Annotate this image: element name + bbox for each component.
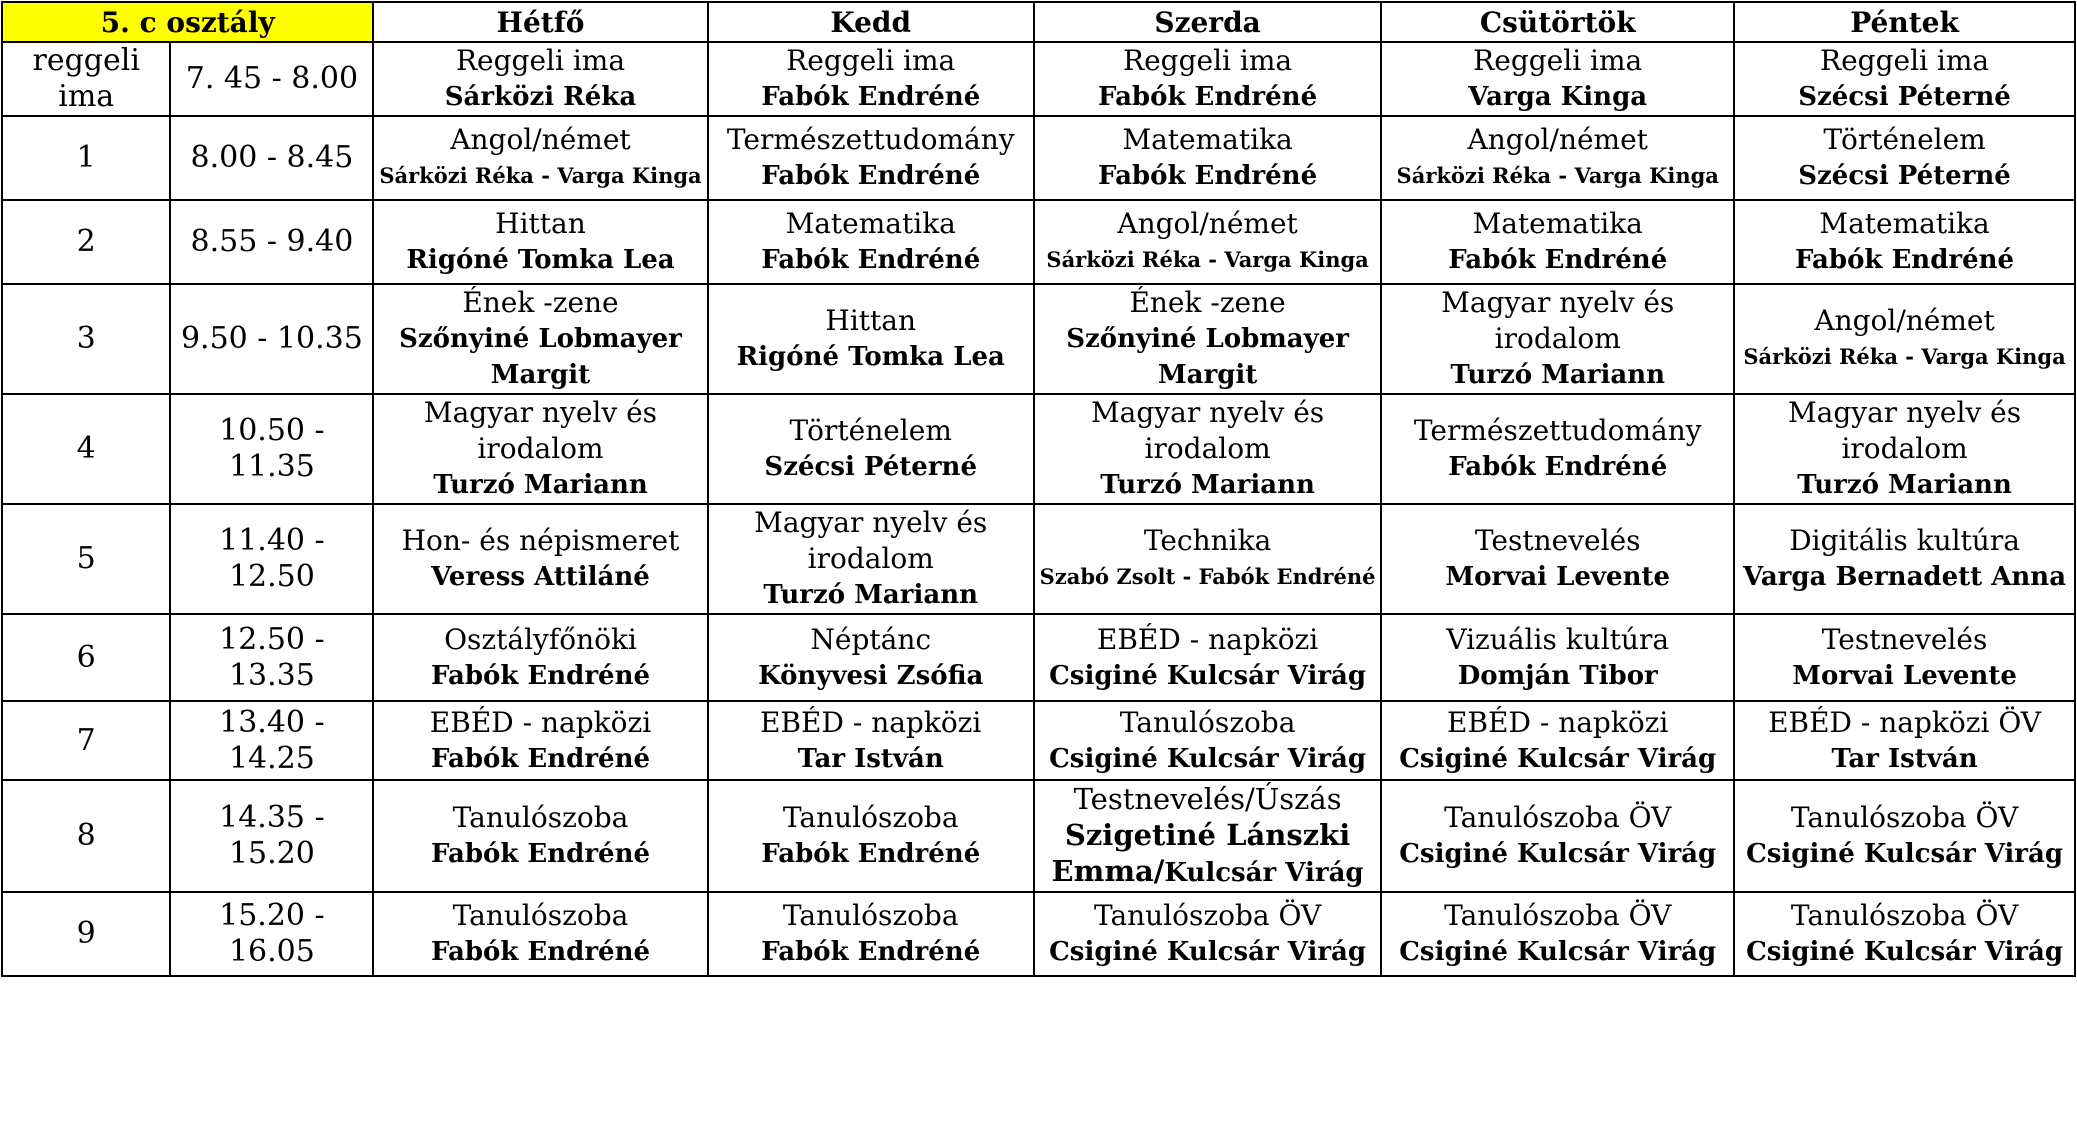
period-time: 11.40 - 12.50 <box>170 504 373 614</box>
teacher-name-main: Csiginé Kulcsár Virág <box>1399 937 1717 967</box>
day-header-monday: Hétfő <box>373 2 707 42</box>
teacher-name <box>378 242 702 278</box>
lesson-cell-friday <box>1734 892 2075 976</box>
period-number: 1 <box>2 116 170 200</box>
teacher-name-main: Fabók Endréné <box>761 245 981 275</box>
period-number: 4 <box>2 394 170 504</box>
teacher-name <box>378 467 702 503</box>
subject-name: Tanulószoba ÖV <box>1093 899 1322 932</box>
teacher-name <box>713 339 1029 375</box>
header-row <box>2 2 2075 42</box>
subject-name: Testnevelés <box>1474 524 1641 557</box>
subject-name: Matematika <box>1819 207 1990 240</box>
subject-name: Reggeli ima <box>455 44 626 77</box>
teacher-name <box>1739 242 2070 278</box>
teacher-name <box>1739 741 2070 777</box>
teacher-name-main: Szécsi Péterné <box>1798 82 2011 112</box>
lesson-cell-friday <box>1734 504 2075 614</box>
subject-name: Magyar nyelv és irodalom <box>754 506 988 575</box>
lesson-cell-wednesday <box>1034 42 1381 116</box>
lesson-cell-wednesday <box>1034 701 1381 780</box>
lesson-cell-thursday <box>1381 394 1734 504</box>
subject-name: EBÉD - napközi <box>1096 622 1319 656</box>
teacher-name-main: Fabók Endréné <box>761 161 981 191</box>
teacher-name <box>1039 242 1376 278</box>
teacher-name-main: Rigóné Tomka Lea <box>736 342 1005 372</box>
lesson-cell-monday <box>373 394 707 504</box>
period-number: 6 <box>2 614 170 701</box>
lesson-cell-monday <box>373 701 707 780</box>
lesson-cell-monday <box>373 614 707 701</box>
teacher-name-main: Fabók Endréné <box>761 82 981 112</box>
subject-name: Tanulószoba <box>782 899 959 932</box>
subject-name: Matematika <box>1472 207 1643 240</box>
teacher-name <box>378 658 702 694</box>
teacher-name <box>1739 339 2070 375</box>
lesson-cell-tuesday <box>708 614 1034 701</box>
lesson-cell-friday <box>1734 614 2075 701</box>
teacher-name <box>1039 79 1376 115</box>
lesson-cell-monday <box>373 284 707 394</box>
teacher-name-main: Csiginé Kulcsár Virág <box>1049 743 1367 774</box>
subject-name: Természettudomány <box>726 123 1015 156</box>
teacher-name <box>1386 741 1729 777</box>
teacher-name <box>1386 658 1729 694</box>
teacher-name-main: Csiginé Kulcsár Virág <box>1399 839 1717 869</box>
teacher-name <box>1386 242 1729 278</box>
teacher-name <box>378 79 702 115</box>
teacher-name <box>1039 467 1376 503</box>
subject-name: Vizuális kultúra <box>1446 622 1670 656</box>
teacher-name-main: Szabó Zsolt - Fabók Endréné <box>1039 564 1376 589</box>
day-header-wednesday: Szerda <box>1034 2 1381 42</box>
teacher-name <box>1386 449 1729 485</box>
teacher-name-main: Fabók Endréné <box>1098 161 1318 191</box>
period-number: 9 <box>2 892 170 976</box>
lesson-cell-friday <box>1734 200 2075 284</box>
lesson-cell-tuesday <box>708 504 1034 614</box>
subject-name: Testnevelés <box>1821 622 1988 656</box>
timetable <box>1 1 2076 977</box>
lesson-cell-wednesday <box>1034 200 1381 284</box>
period-time: 14.35 - 15.20 <box>170 780 373 892</box>
lesson-cell-wednesday <box>1034 892 1381 976</box>
teacher-name-main: Csiginé Kulcsár Virág <box>1049 660 1367 691</box>
teacher-name-main: Csiginé Kulcsár Virág <box>1399 743 1717 774</box>
subject-name: Történelem <box>789 414 952 447</box>
subject-name: EBÉD - napközi ÖV <box>1768 705 2042 739</box>
lesson-cell-wednesday <box>1034 614 1381 701</box>
subject-name: Tanulószoba ÖV <box>1444 899 1672 932</box>
teacher-name-main: Sárközi Réka <box>444 82 637 112</box>
teacher-name-main: Turzó Mariann <box>1450 360 1665 390</box>
period-time: 8.00 - 8.45 <box>170 116 373 200</box>
subject-name: Hittan <box>825 304 917 337</box>
teacher-name-main: Csiginé Kulcsár Virág <box>1746 839 2064 869</box>
lesson-row <box>2 892 2075 976</box>
lesson-cell-thursday <box>1381 614 1734 701</box>
lesson-cell-monday <box>373 892 707 976</box>
teacher-name <box>1386 357 1729 393</box>
subject-name: Angol/német <box>1467 123 1648 156</box>
teacher-name-extra: Kulcsár Virág <box>1164 858 1364 888</box>
teacher-name-main: Turzó Mariann <box>1100 470 1315 500</box>
subject-name: EBÉD - napközi <box>760 705 982 739</box>
teacher-name <box>378 158 702 194</box>
period-number: 5 <box>2 504 170 614</box>
teacher-name-main: Varga Kinga <box>1468 82 1648 112</box>
subject-name: Magyar nyelv és irodalom <box>1787 396 2022 465</box>
lesson-cell-monday <box>373 42 707 116</box>
subject-name: Tanulószoba <box>1119 705 1296 739</box>
subject-name: EBÉD - napközi <box>429 705 652 739</box>
lesson-row <box>2 614 2075 701</box>
subject-name: EBÉD - napközi <box>1447 705 1669 739</box>
teacher-name <box>1039 658 1376 694</box>
teacher-name <box>713 158 1029 194</box>
teacher-name-main: Turzó Mariann <box>763 580 978 610</box>
lesson-cell-wednesday <box>1034 780 1381 892</box>
period-time: 7. 45 - 8.00 <box>170 42 373 116</box>
teacher-name <box>713 658 1029 694</box>
lesson-cell-monday <box>373 504 707 614</box>
lesson-row <box>2 116 2075 200</box>
subject-name: Tanulószoba <box>782 801 959 834</box>
teacher-name-main: Szécsi Péterné <box>764 452 977 482</box>
teacher-name <box>1039 321 1376 393</box>
lesson-cell-thursday <box>1381 284 1734 394</box>
period-number: 3 <box>2 284 170 394</box>
lesson-cell-friday <box>1734 701 2075 780</box>
teacher-name <box>378 321 702 393</box>
teacher-name-main: Szécsi Péterné <box>1798 161 2011 191</box>
lesson-cell-tuesday <box>708 892 1034 976</box>
subject-name: Tanulószoba <box>452 801 629 834</box>
day-header-friday: Péntek <box>1734 2 2075 42</box>
lesson-cell-friday <box>1734 780 2075 892</box>
period-time: 8.55 - 9.40 <box>170 200 373 284</box>
subject-name: Reggeli ima <box>786 44 956 77</box>
lesson-cell-thursday <box>1381 701 1734 780</box>
subject-name: Ének -zene <box>462 286 619 319</box>
teacher-name <box>1039 559 1376 595</box>
teacher-name-main: Tar István <box>797 743 944 774</box>
subject-name: Tanulószoba ÖV <box>1790 801 2019 834</box>
class-title: 5. c osztály <box>2 2 373 42</box>
subject-name: Néptánc <box>810 622 932 656</box>
teacher-name-main: Szigetiné Lánszki Emma/ <box>1051 818 1351 888</box>
teacher-name-main: Csiginé Kulcsár Virág <box>1049 937 1367 967</box>
subject-name: Angol/német <box>1117 207 1298 240</box>
teacher-name <box>378 934 702 970</box>
subject-name: Történelem <box>1823 123 1986 156</box>
subject-name: Testnevelés/Úszás <box>1073 782 1342 816</box>
lesson-cell-tuesday <box>708 701 1034 780</box>
teacher-name-main: Fabók Endréné <box>430 839 651 869</box>
teacher-name-main: Sárközi Réka - Varga Kinga <box>379 163 702 188</box>
teacher-name <box>1039 934 1376 970</box>
teacher-name <box>378 741 702 777</box>
subject-name: Angol/német <box>1814 304 1995 337</box>
teacher-name <box>1739 658 2070 694</box>
subject-name: Hon- és népismeret <box>401 524 680 557</box>
lesson-cell-tuesday <box>708 284 1034 394</box>
teacher-name <box>1386 934 1729 970</box>
teacher-name-main: Sárközi Réka - Varga Kinga <box>1743 344 2066 369</box>
lesson-cell-wednesday <box>1034 504 1381 614</box>
lesson-cell-thursday <box>1381 200 1734 284</box>
subject-name: Magyar nyelv és irodalom <box>1091 396 1325 465</box>
lesson-cell-thursday <box>1381 42 1734 116</box>
subject-name: Ének -zene <box>1129 286 1286 319</box>
lesson-row <box>2 701 2075 780</box>
lesson-cell-tuesday <box>708 394 1034 504</box>
subject-name: Tanulószoba <box>452 899 629 932</box>
subject-name: Matematika <box>785 207 956 240</box>
subject-name: Digitális kultúra <box>1789 524 2020 557</box>
teacher-name <box>713 79 1029 115</box>
teacher-name <box>378 836 702 872</box>
lesson-cell-wednesday <box>1034 116 1381 200</box>
teacher-name-main: Morvai Levente <box>1792 660 2017 691</box>
teacher-name <box>1386 79 1729 115</box>
lesson-cell-wednesday <box>1034 394 1381 504</box>
subject-name: Osztályfőnöki <box>444 622 637 656</box>
teacher-name-main: Rigóné Tomka Lea <box>406 245 675 275</box>
teacher-name-main: Fabók Endréné <box>1098 82 1318 112</box>
teacher-name-main: Veress Attiláné <box>431 562 650 592</box>
period-time: 15.20 - 16.05 <box>170 892 373 976</box>
teacher-name <box>713 242 1029 278</box>
subject-name: Reggeli ima <box>1820 44 1990 77</box>
subject-name: Reggeli ima <box>1123 44 1293 77</box>
lesson-cell-tuesday <box>708 780 1034 892</box>
lesson-cell-wednesday <box>1034 284 1381 394</box>
teacher-name-main: Tar István <box>1831 743 1978 774</box>
teacher-name-main: Turzó Mariann <box>1797 470 2012 500</box>
subject-name: Hittan <box>495 207 586 240</box>
subject-name: Magyar nyelv és irodalom <box>423 396 658 465</box>
teacher-name <box>1386 559 1729 595</box>
teacher-name-main: Fabók Endréné <box>1448 452 1668 482</box>
teacher-name <box>1039 158 1376 194</box>
lesson-row <box>2 42 2075 116</box>
teacher-name-main: Fabók Endréné <box>430 937 651 967</box>
lesson-cell-tuesday <box>708 116 1034 200</box>
teacher-name <box>1739 467 2070 503</box>
subject-name: Tanulószoba ÖV <box>1444 801 1672 834</box>
teacher-name <box>1039 741 1376 777</box>
period-number: 2 <box>2 200 170 284</box>
teacher-name-main: Fabók Endréné <box>430 743 651 774</box>
lesson-cell-monday <box>373 116 707 200</box>
lesson-cell-thursday <box>1381 116 1734 200</box>
teacher-name-main: Csiginé Kulcsár Virág <box>1746 937 2064 967</box>
teacher-name-main: Domján Tibor <box>1457 660 1658 691</box>
teacher-name-main: Sárközi Réka - Varga Kinga <box>1046 247 1369 272</box>
teacher-name <box>1739 158 2070 194</box>
teacher-name <box>1739 934 2070 970</box>
lesson-cell-friday <box>1734 394 2075 504</box>
teacher-name <box>1386 836 1729 872</box>
period-number: reggeli ima <box>2 42 170 116</box>
lesson-row <box>2 504 2075 614</box>
teacher-name <box>1739 559 2070 595</box>
lesson-cell-thursday <box>1381 780 1734 892</box>
subject-name: Reggeli ima <box>1473 44 1643 77</box>
teacher-name <box>1739 836 2070 872</box>
period-number: 7 <box>2 701 170 780</box>
subject-name: Tanulószoba ÖV <box>1790 899 2019 932</box>
teacher-name-main: Fabók Endréné <box>430 660 651 691</box>
teacher-name-main: Fabók Endréné <box>1448 245 1668 275</box>
teacher-name-main: Morvai Levente <box>1445 562 1671 592</box>
lesson-row <box>2 200 2075 284</box>
lesson-cell-tuesday <box>708 200 1034 284</box>
lesson-cell-friday <box>1734 284 2075 394</box>
subject-name: Matematika <box>1122 123 1293 156</box>
teacher-name <box>378 559 702 595</box>
subject-name: Természettudomány <box>1413 414 1702 447</box>
lesson-cell-thursday <box>1381 892 1734 976</box>
teacher-name <box>1739 79 2070 115</box>
teacher-name-main: Turzó Mariann <box>433 470 648 500</box>
period-number: 8 <box>2 780 170 892</box>
teacher-name-main: Sárközi Réka - Varga Kinga <box>1396 163 1719 188</box>
lesson-row <box>2 394 2075 504</box>
subject-name: Technika <box>1143 524 1272 557</box>
subject-name: Magyar nyelv és irodalom <box>1441 286 1675 355</box>
teacher-name-main: Fabók Endréné <box>761 937 981 967</box>
teacher-name <box>713 577 1029 613</box>
lesson-row <box>2 284 2075 394</box>
lesson-cell-friday <box>1734 116 2075 200</box>
teacher-name-main: Könyvesi Zsófia <box>758 660 984 691</box>
teacher-name-main: Fabók Endréné <box>761 839 981 869</box>
teacher-name <box>713 449 1029 485</box>
teacher-name-main: Varga Bernadett Anna <box>1743 562 2067 592</box>
teacher-name-main: Szőnyiné Lobmayer Margit <box>399 324 682 390</box>
lesson-cell-friday <box>1734 42 2075 116</box>
lesson-cell-monday <box>373 780 707 892</box>
teacher-name <box>713 741 1029 777</box>
teacher-name <box>1386 158 1729 194</box>
lesson-cell-thursday <box>1381 504 1734 614</box>
lesson-cell-monday <box>373 200 707 284</box>
teacher-name <box>713 934 1029 970</box>
teacher-name-main: Szőnyiné Lobmayer Margit <box>1066 324 1349 390</box>
teacher-name <box>1039 817 1376 891</box>
period-time: 9.50 - 10.35 <box>170 284 373 394</box>
lesson-row <box>2 780 2075 892</box>
period-time: 12.50 - 13.35 <box>170 614 373 701</box>
period-time: 13.40 - 14.25 <box>170 701 373 780</box>
teacher-name <box>713 836 1029 872</box>
lesson-cell-tuesday <box>708 42 1034 116</box>
day-header-thursday: Csütörtök <box>1381 2 1734 42</box>
subject-name: Angol/német <box>450 123 631 156</box>
day-header-tuesday: Kedd <box>708 2 1034 42</box>
teacher-name-main: Fabók Endréné <box>1795 245 2015 275</box>
period-time: 10.50 - 11.35 <box>170 394 373 504</box>
